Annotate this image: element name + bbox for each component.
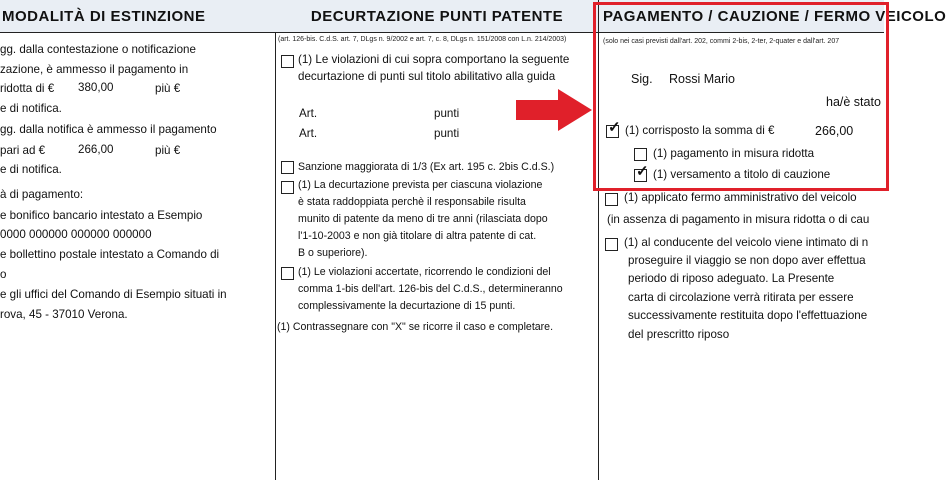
column-divider bbox=[275, 0, 276, 480]
conducente-line: periodo di riposo adeguato. La Presente bbox=[628, 272, 835, 285]
sig-label: Sig. bbox=[631, 72, 653, 86]
amount-266: 266,00 bbox=[78, 143, 114, 156]
col2-reference: (art. 126-bis. C.d.S. art. 7, DLgs n. 9/2002 e art. 7, c. 8, DLgs n. 151/2008 con L.n. 214/2003) bbox=[278, 36, 567, 43]
col1-line: 0000 000000 000000 000000 bbox=[0, 228, 152, 241]
person-name: Rossi Mario bbox=[669, 72, 735, 86]
conducente-line: carta di circolazione verrà ritirata per essere bbox=[628, 291, 854, 304]
checkbox-fermo[interactable] bbox=[605, 193, 618, 206]
col1-line: à di pagamento: bbox=[0, 188, 84, 201]
checkbox-raddoppio[interactable] bbox=[281, 181, 294, 194]
item3-line: munito di patente da meno di tre anni (rilasciata dopo bbox=[298, 213, 548, 225]
checkmark-icon: ✓ bbox=[608, 119, 621, 136]
item2-text: Sanzione maggiorata di 1/3 (Ex art. 195 c. 2bis C.d.S.) bbox=[298, 161, 555, 173]
conducente-line: (1) al conducente del veicolo viene intimato di n bbox=[624, 236, 869, 249]
col1-line: e bonifico bancario intestato a Esempio bbox=[0, 209, 203, 222]
col1-line: e gli uffici del Comando di Esempio situati in bbox=[0, 288, 227, 301]
col1-line: rova, 45 - 37010 Verona. bbox=[0, 308, 128, 321]
piu-label: più € bbox=[155, 82, 181, 95]
art-label: Art. bbox=[299, 127, 318, 140]
opt-cauzione: (1) versamento a titolo di cauzione bbox=[653, 168, 831, 181]
item3-line: è stata raddoppiata perchè il responsabile risulta bbox=[298, 196, 526, 208]
col1-line: o bbox=[0, 268, 7, 281]
conducente-line: del prescritto riposo bbox=[628, 328, 730, 341]
ha-stato-label: ha/è stato bbox=[826, 95, 881, 109]
col1-line: zazione, è ammesso il pagamento in bbox=[0, 63, 189, 76]
footnote: (1) Contrassegnare con "X" se ricorre il caso e completare. bbox=[277, 321, 554, 333]
item3-line: l'1-10-2003 e non già titolare di altra patente di cat. bbox=[298, 230, 537, 242]
col1-line: e di notifica. bbox=[0, 102, 62, 115]
checkbox-sanzione-maggiorata[interactable] bbox=[281, 161, 294, 174]
highlight-box bbox=[593, 2, 889, 191]
checkbox-15-punti[interactable] bbox=[281, 267, 294, 280]
col1-line: gg. dalla contestazione o notificazione bbox=[0, 43, 196, 56]
col1-line: e di notifica. bbox=[0, 163, 62, 176]
art-label: Art. bbox=[299, 107, 318, 120]
checkbox-conducente[interactable] bbox=[605, 238, 618, 251]
item3-line: B o superiore). bbox=[298, 247, 368, 259]
col2-header-text: DECURTAZIONE PUNTI PATENTE bbox=[310, 7, 564, 25]
item1-line: (1) Le violazioni di cui sopra comportano la seguente bbox=[298, 53, 570, 66]
fermo-text: (1) applicato fermo amministrativo del veicolo bbox=[624, 191, 857, 204]
conducente-line: successivamente restituita dopo l'effettuazione bbox=[628, 309, 868, 322]
red-arrow-icon bbox=[514, 88, 594, 132]
conducente-line: proseguire il viaggio se non dopo aver effettua bbox=[628, 254, 866, 267]
col1-line: gg. dalla notifica è ammesso il pagamento bbox=[0, 123, 217, 136]
item4-line: comma 1-bis dell'art. 126-bis del C.d.S., determineranno bbox=[298, 283, 563, 295]
item4-line: (1) Le violazioni accertate, ricorrendo le condizioni del bbox=[298, 266, 551, 278]
checkbox-decurtazione[interactable] bbox=[281, 55, 294, 68]
piu-label: più € bbox=[155, 144, 181, 157]
item1-line: decurtazione di punti sul titolo abilitativo alla guida bbox=[298, 70, 556, 83]
corrisposto-text: (1) corrisposto la somma di € bbox=[625, 124, 775, 137]
punti-label: punti bbox=[434, 127, 460, 140]
item4-line: complessivamente la decurtazione di 15 punti. bbox=[298, 300, 516, 312]
punti-label: punti bbox=[434, 107, 460, 120]
col3-header-text: PAGAMENTO / CAUZIONE / FERMO VEICOLO bbox=[603, 7, 946, 25]
col1-line: pari ad € bbox=[0, 144, 46, 157]
col3-reference: (solo nei casi previsti dall'art. 202, commi 2-bis, 2-ter, 2-quater e dall'art. 207 bbox=[603, 38, 840, 45]
checkmark-icon: ✓ bbox=[636, 163, 649, 180]
somma-value: 266,00 bbox=[815, 124, 854, 138]
col1-header bbox=[0, 0, 277, 33]
assenza-text: (in assenza di pagamento in misura ridotta o di cau bbox=[607, 213, 870, 226]
col2-header bbox=[276, 0, 598, 33]
col1-header-text: MODALITÀ DI ESTINZIONE bbox=[2, 7, 206, 25]
col1-line: e bollettino postale intestato a Comando di bbox=[0, 248, 220, 261]
opt-misura-ridotta: (1) pagamento in misura ridotta bbox=[653, 147, 815, 160]
amount-380: 380,00 bbox=[78, 81, 114, 94]
item3-line: (1) La decurtazione prevista per ciascuna violazione bbox=[298, 179, 543, 191]
col1-line: ridotta di € bbox=[0, 82, 55, 95]
